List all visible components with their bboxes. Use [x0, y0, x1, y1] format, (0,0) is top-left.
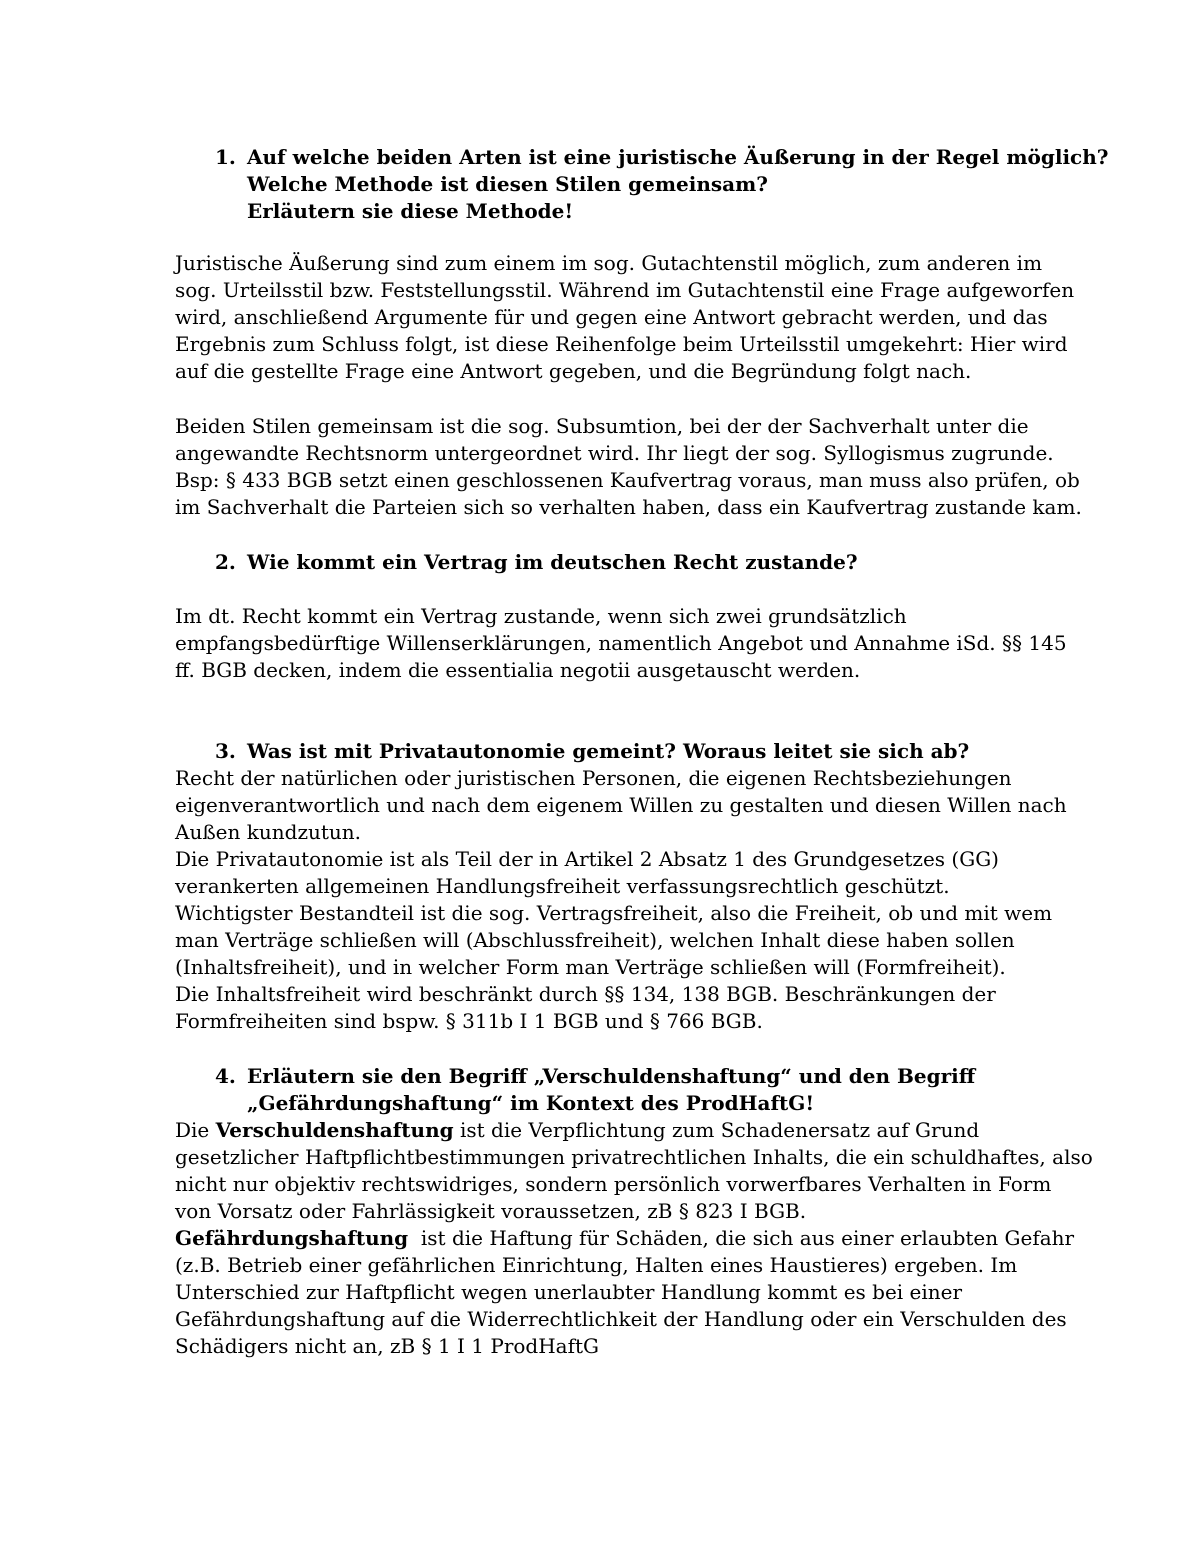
answer-2: Im dt. Recht kommt ein Vertrag zustande, wenn sich zwei grundsätzlich empfangsbedürftige Willenserklärungen, namentlich Angebot und Annahme iSd. §§ 145 ff. BGB decken, indem die essentialia negotii ausgetauscht werden.: [175, 604, 1067, 682]
answer-3: Recht der natürlichen oder juristischen Personen, die eigenen Rechtsbeziehungen eigenverantwortlich und nach dem eigenem Willen zu gestalten und diesen Willen nach Außen kundzutun. Die Privatautonomie ist als Teil der in Artikel 2 Absatz 1 des Grundgesetzes (GG) verankerten allgemeinen Handlungsfreiheit verfassungsrechtlich geschützt. Wichtigster Bestandteil ist die sog. Vertragsfreiheit, also die Freiheit, ob und mit wem man Verträge schließen will (Abschlussfreiheit), welchen Inhalt diese haben sollen (Inhaltsfreiheit), und in welcher Form man Verträge schließen will (Formfreiheit). Die Inhaltsfreiheit wird beschränkt durch §§ 134, 138 BGB. Beschränkungen der Formfreiheiten sind bspw. § 311b I 1 BGB und § 766 BGB.: [175, 766, 1067, 1033]
term-verschuldenshaftung: Verschuldenshaftung: [215, 1118, 454, 1142]
question-3: [215, 738, 1075, 765]
question-1: [215, 144, 1109, 225]
question-1-line-2: Welche Methode ist diesen Stilen gemeinsam?: [247, 172, 769, 196]
question-2-number: 2.: [215, 550, 236, 574]
question-4-text-line-2: „Gefährdungshaftung“ im Kontext des ProdHaftG!: [247, 1091, 815, 1115]
question-4-text-line-1: Erläutern sie den Begriff „Verschuldenshaftung“ und den Begriff: [247, 1064, 976, 1088]
answer-4: Die Verschuldenshaftung ist die Verpflichtung zum Schadenersatz auf Grund gesetzlicher Haftpflichtbestimmungen privatrechtlichen Inhalts, die ein schuldhaftes, also nicht nur objektiv rechtswidriges, sondern persönlich vorwerfbares Verhalten in Form von Vorsatz oder Fahrlässigkeit voraussetzen, zB § 823 I BGB. Gefährdungshaftung ist die Haftung für Schäden, die sich aus einer erlaubten Gefahr (z.B. Betrieb einer gefährlichen Einrichtung, Halten eines Haustieres) ergeben. Im Unterschied zur Haftpflicht wegen unerlaubter Handlung kommt es bei einer Gefährdungshaftung auf die Widerrechtlichkeit der Handlung oder ein Verschulden des Schädigers nicht an, zB § 1 I 1 ProdHaftG: [175, 1118, 1093, 1358]
question-4: [215, 1063, 1075, 1117]
question-3-text: Was ist mit Privatautonomie gemeint? Woraus leitet sie sich ab?: [247, 739, 970, 763]
question-4-number: 4.: [215, 1064, 236, 1088]
question-2: [215, 549, 1075, 576]
question-1-line-3: Erläutern sie diese Methode!: [247, 199, 574, 223]
question-1-line-1: 1. Auf welche beiden Arten ist eine juristische Äußerung in der Regel möglich?: [215, 145, 1109, 169]
question-1-number: 1.: [215, 145, 236, 169]
answer-1-paragraph-1: Juristische Äußerung sind zum einem im sog. Gutachtenstil möglich, zum anderen im sog. Urteilsstil bzw. Feststellungsstil. Während im Gutachtenstil eine Frage aufgeworfen wird, anschließend Argumente für und gegen eine Antwort gebracht werden, und das Ergebnis zum Schluss folgt, ist diese Reihenfolge beim Urteilsstil umgekehrt: Hier wird auf die gestellte Frage eine Antwort gegeben, und die Begründung folgt nach.: [175, 251, 1075, 383]
question-2-text: Wie kommt ein Vertrag im deutschen Recht zustande?: [247, 550, 858, 574]
question-3-number: 3.: [215, 739, 236, 763]
term-gefaehrdungshaftung: Gefährdungshaftung: [175, 1226, 409, 1250]
answer-1-paragraph-2: Beiden Stilen gemeinsam ist die sog. Subsumtion, bei der der Sachverhalt unter die angewandte Rechtsnorm untergeordnet wird. Ihr liegt der sog. Syllogismus zugrunde. Bsp: § 433 BGB setzt einen geschlossenen Kaufvertrag voraus, man muss also prüfen, ob im Sachverhalt die Parteien sich so verhalten haben, dass ein Kaufvertrag zustande kam.: [175, 414, 1082, 519]
